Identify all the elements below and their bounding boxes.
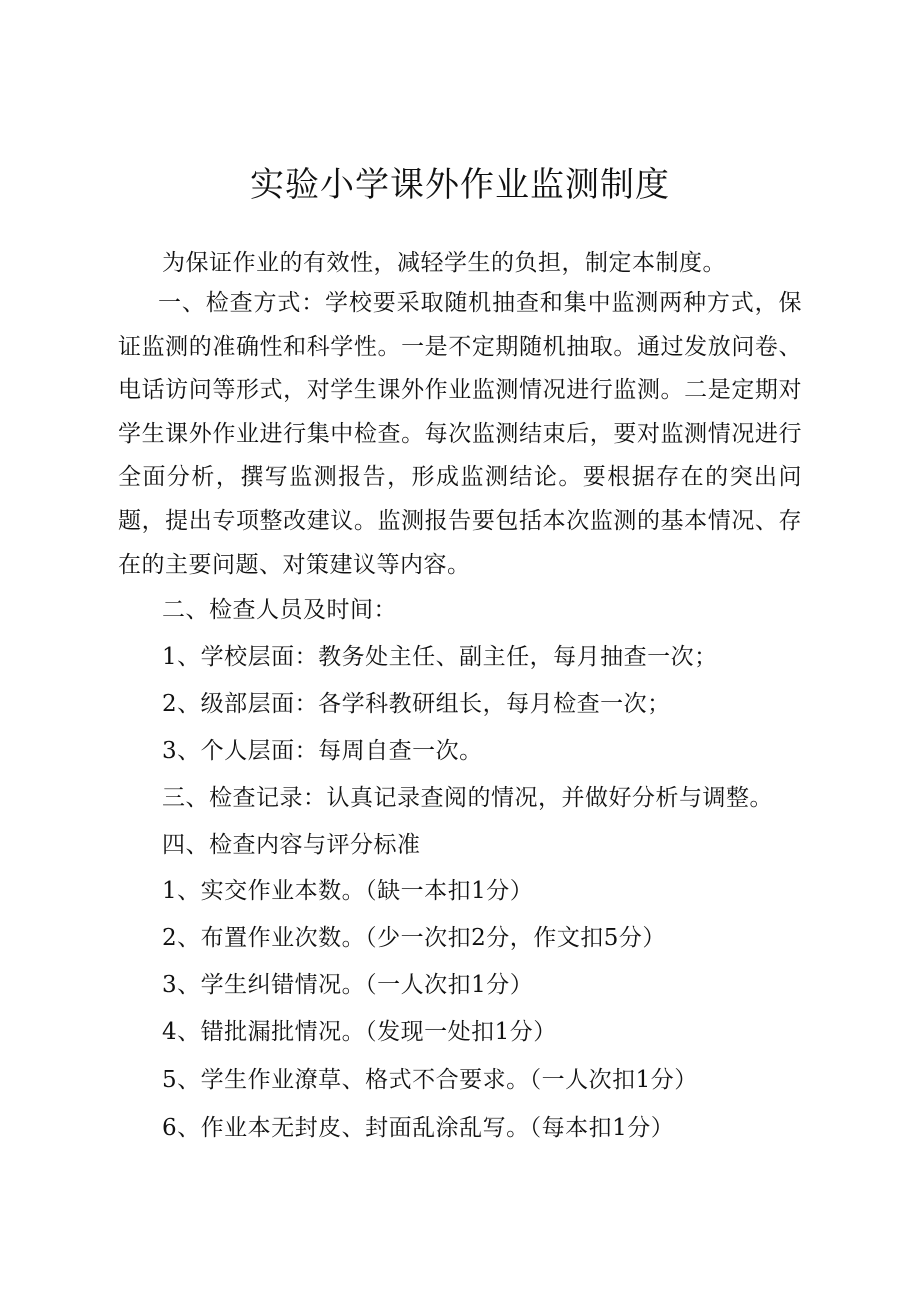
section-4-item: 4、错批漏批情况。（发现一处扣1分） (162, 1019, 557, 1045)
section-2-item: 3、个人层面：每周自查一次。 (162, 738, 483, 764)
section-4-item: 6、作业本无封皮、封面乱涂乱写。（每本扣1分） (162, 1115, 675, 1141)
document-title: 实验小学课外作业监测制度 (250, 165, 670, 205)
intro-paragraph: 为保证作业的有效性，减轻学生的负担，制定本制度。 (162, 250, 726, 276)
section-3-paragraph: 三、检查记录：认真记录查阅的情况，并做好分析与调整。 (162, 785, 773, 811)
section-4-heading: 四、检查内容与评分标准 (162, 832, 421, 858)
section-4-item: 2、布置作业次数。（少一次扣2分，作文扣5分） (162, 925, 666, 951)
section-4-item: 3、学生纠错情况。（一人次扣1分） (162, 972, 534, 998)
section-2-item: 2、级部层面：各学科教研组长，每月检查一次； (162, 691, 671, 717)
section-2-item: 1、学校层面：教务处主任、副主任，每月抽查一次； (162, 644, 718, 670)
section-4-item: 5、学生作业潦草、格式不合要求。（一人次扣1分） (162, 1067, 698, 1093)
section-1-paragraph: 一、检查方式：学校要采取随机抽查和集中监测两种方式，保证监测的准确性和科学性。一是不定期随机抽取。通过发放问卷、电话访问等形式，对学生课外作业监测情况进行监测。二是定期对学生课外作业进行集中检查。每次监测结束后，要对监测情况进行全面分析，撰写监测报告，形成监测结论。要根据存在的突出问题，提出专项整改建议。监测报告要包括本次监测的基本情况、存在的主要问题、对策建议等内容。 (118, 290, 802, 578)
section-2-heading: 二、检查人员及时间： (162, 597, 397, 623)
section-4-item: 1、实交作业本数。（缺一本扣1分） (162, 878, 534, 904)
